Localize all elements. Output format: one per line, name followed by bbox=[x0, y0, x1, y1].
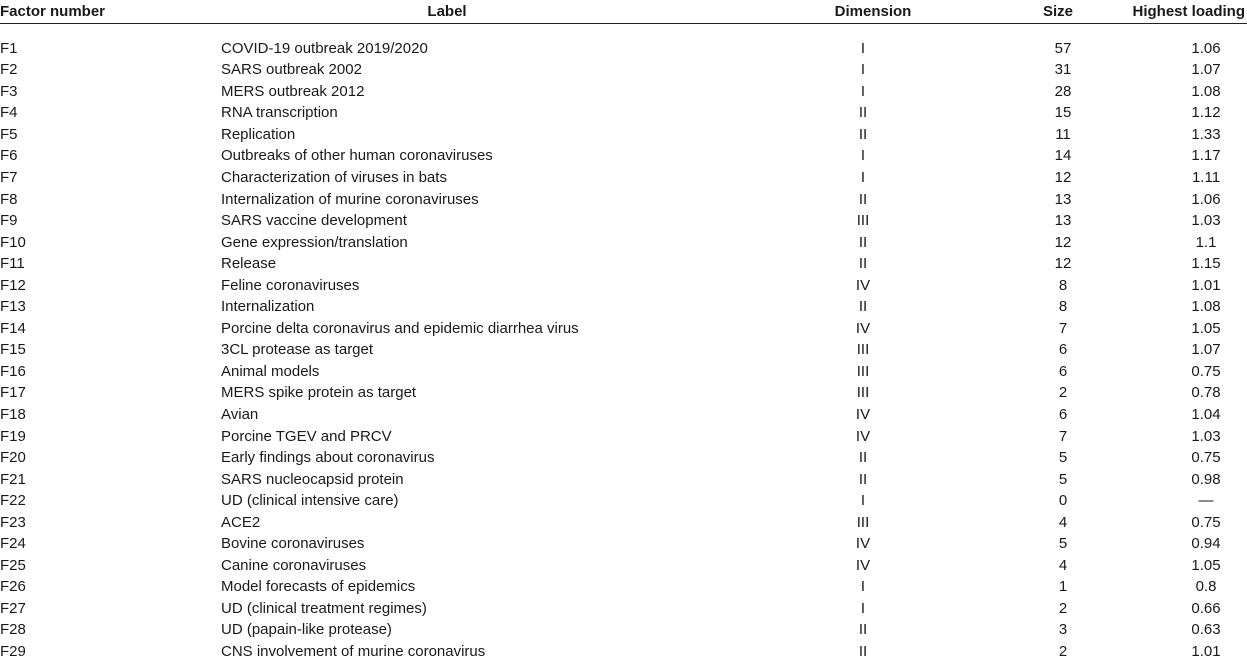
cell-size: 6 bbox=[983, 361, 1123, 383]
cell-highest-loading: 1.07 bbox=[1123, 59, 1247, 81]
cell-dimension: IV bbox=[673, 318, 983, 340]
cell-label: Characterization of viruses in bats bbox=[221, 167, 673, 189]
cell-label: Internalization of murine coronaviruses bbox=[221, 188, 673, 210]
cell-size: 57 bbox=[983, 24, 1123, 60]
cell-size: 2 bbox=[983, 598, 1123, 620]
table-row bbox=[0, 167, 1247, 189]
cell-highest-loading: 0.63 bbox=[1123, 619, 1247, 641]
table-row bbox=[0, 468, 1247, 490]
cell-highest-loading: 0.98 bbox=[1123, 468, 1247, 490]
table-row bbox=[0, 145, 1247, 167]
cell-dimension: II bbox=[673, 447, 983, 469]
cell-highest-loading: 0.75 bbox=[1123, 511, 1247, 533]
table-row bbox=[0, 318, 1247, 340]
cell-factor-number: F4 bbox=[0, 102, 221, 124]
cell-label: Release bbox=[221, 253, 673, 275]
cell-dimension: I bbox=[673, 598, 983, 620]
cell-size: 14 bbox=[983, 145, 1123, 167]
cell-highest-loading: 1.01 bbox=[1123, 641, 1247, 662]
cell-label: RNA transcription bbox=[221, 102, 673, 124]
cell-size: 5 bbox=[983, 447, 1123, 469]
cell-factor-number: F7 bbox=[0, 167, 221, 189]
cell-highest-loading: 1.15 bbox=[1123, 253, 1247, 275]
cell-dimension: II bbox=[673, 188, 983, 210]
cell-label: Bovine coronaviruses bbox=[221, 533, 673, 555]
cell-size: 2 bbox=[983, 382, 1123, 404]
cell-size: 7 bbox=[983, 318, 1123, 340]
cell-factor-number: F10 bbox=[0, 231, 221, 253]
cell-highest-loading: — bbox=[1123, 490, 1247, 512]
cell-label: Porcine TGEV and PRCV bbox=[221, 425, 673, 447]
cell-label: COVID-19 outbreak 2019/2020 bbox=[221, 24, 673, 60]
cell-factor-number: F29 bbox=[0, 641, 221, 662]
cell-dimension: II bbox=[673, 641, 983, 662]
header-label: Label bbox=[221, 0, 673, 24]
cell-factor-number: F20 bbox=[0, 447, 221, 469]
cell-size: 12 bbox=[983, 253, 1123, 275]
cell-factor-number: F21 bbox=[0, 468, 221, 490]
cell-highest-loading: 0.75 bbox=[1123, 447, 1247, 469]
table-row bbox=[0, 511, 1247, 533]
cell-dimension: II bbox=[673, 124, 983, 146]
cell-label: Porcine delta coronavirus and epidemic diarrhea virus bbox=[221, 318, 673, 340]
header-dimension: Dimension bbox=[673, 0, 983, 24]
cell-size: 7 bbox=[983, 425, 1123, 447]
cell-factor-number: F24 bbox=[0, 533, 221, 555]
table-row bbox=[0, 253, 1247, 275]
cell-highest-loading: 1.03 bbox=[1123, 210, 1247, 232]
cell-label: ACE2 bbox=[221, 511, 673, 533]
cell-label: UD (clinical treatment regimes) bbox=[221, 598, 673, 620]
cell-factor-number: F2 bbox=[0, 59, 221, 81]
cell-highest-loading: 1.08 bbox=[1123, 296, 1247, 318]
cell-factor-number: F12 bbox=[0, 274, 221, 296]
cell-label: Canine coronaviruses bbox=[221, 555, 673, 577]
cell-dimension: IV bbox=[673, 555, 983, 577]
cell-factor-number: F1 bbox=[0, 24, 221, 60]
table-row bbox=[0, 404, 1247, 426]
table-row bbox=[0, 533, 1247, 555]
cell-label: SARS vaccine development bbox=[221, 210, 673, 232]
cell-highest-loading: 1.04 bbox=[1123, 404, 1247, 426]
table-row bbox=[0, 576, 1247, 598]
cell-size: 31 bbox=[983, 59, 1123, 81]
cell-label: SARS outbreak 2002 bbox=[221, 59, 673, 81]
cell-dimension: III bbox=[673, 382, 983, 404]
cell-size: 5 bbox=[983, 533, 1123, 555]
cell-highest-loading: 1.06 bbox=[1123, 188, 1247, 210]
cell-dimension: I bbox=[673, 576, 983, 598]
cell-dimension: II bbox=[673, 296, 983, 318]
cell-size: 11 bbox=[983, 124, 1123, 146]
table-row bbox=[0, 124, 1247, 146]
cell-factor-number: F23 bbox=[0, 511, 221, 533]
cell-label: SARS nucleocapsid protein bbox=[221, 468, 673, 490]
cell-size: 8 bbox=[983, 296, 1123, 318]
cell-factor-number: F3 bbox=[0, 81, 221, 103]
header-row bbox=[0, 0, 1247, 24]
cell-factor-number: F11 bbox=[0, 253, 221, 275]
cell-factor-number: F17 bbox=[0, 382, 221, 404]
cell-highest-loading: 1.05 bbox=[1123, 318, 1247, 340]
cell-highest-loading: 1.33 bbox=[1123, 124, 1247, 146]
table-row bbox=[0, 619, 1247, 641]
cell-size: 13 bbox=[983, 210, 1123, 232]
table-row bbox=[0, 59, 1247, 81]
table-row bbox=[0, 231, 1247, 253]
cell-size: 13 bbox=[983, 188, 1123, 210]
table-row bbox=[0, 425, 1247, 447]
cell-highest-loading: 1.1 bbox=[1123, 231, 1247, 253]
table-header bbox=[0, 0, 1247, 24]
cell-dimension: II bbox=[673, 231, 983, 253]
cell-size: 6 bbox=[983, 404, 1123, 426]
cell-dimension: I bbox=[673, 81, 983, 103]
cell-label: Avian bbox=[221, 404, 673, 426]
cell-factor-number: F5 bbox=[0, 124, 221, 146]
cell-highest-loading: 1.17 bbox=[1123, 145, 1247, 167]
table-row bbox=[0, 598, 1247, 620]
cell-label: CNS involvement of murine coronavirus bbox=[221, 641, 673, 662]
cell-size: 28 bbox=[983, 81, 1123, 103]
cell-size: 0 bbox=[983, 490, 1123, 512]
table-row bbox=[0, 274, 1247, 296]
table-row bbox=[0, 641, 1247, 662]
cell-dimension: IV bbox=[673, 425, 983, 447]
table-row bbox=[0, 296, 1247, 318]
cell-label: Outbreaks of other human coronaviruses bbox=[221, 145, 673, 167]
cell-dimension: I bbox=[673, 490, 983, 512]
table-row bbox=[0, 81, 1247, 103]
cell-factor-number: F15 bbox=[0, 339, 221, 361]
cell-factor-number: F14 bbox=[0, 318, 221, 340]
table-row bbox=[0, 490, 1247, 512]
cell-factor-number: F19 bbox=[0, 425, 221, 447]
table-row bbox=[0, 447, 1247, 469]
cell-factor-number: F8 bbox=[0, 188, 221, 210]
cell-label: MERS outbreak 2012 bbox=[221, 81, 673, 103]
cell-size: 1 bbox=[983, 576, 1123, 598]
cell-dimension: I bbox=[673, 167, 983, 189]
cell-dimension: II bbox=[673, 253, 983, 275]
cell-label: Gene expression/translation bbox=[221, 231, 673, 253]
cell-highest-loading: 0.66 bbox=[1123, 598, 1247, 620]
cell-highest-loading: 0.75 bbox=[1123, 361, 1247, 383]
table-row bbox=[0, 210, 1247, 232]
cell-size: 8 bbox=[983, 274, 1123, 296]
header-factor-number: Factor number bbox=[0, 0, 221, 24]
cell-size: 2 bbox=[983, 641, 1123, 662]
cell-size: 6 bbox=[983, 339, 1123, 361]
cell-highest-loading: 1.05 bbox=[1123, 555, 1247, 577]
cell-dimension: III bbox=[673, 339, 983, 361]
cell-label: Replication bbox=[221, 124, 673, 146]
cell-highest-loading: 0.78 bbox=[1123, 382, 1247, 404]
cell-dimension: IV bbox=[673, 533, 983, 555]
table-row bbox=[0, 24, 1247, 60]
cell-dimension: II bbox=[673, 468, 983, 490]
cell-label: Feline coronaviruses bbox=[221, 274, 673, 296]
header-highest-loading: Highest loading bbox=[1123, 0, 1247, 24]
cell-size: 15 bbox=[983, 102, 1123, 124]
cell-highest-loading: 0.94 bbox=[1123, 533, 1247, 555]
cell-highest-loading: 0.8 bbox=[1123, 576, 1247, 598]
cell-factor-number: F28 bbox=[0, 619, 221, 641]
table-row bbox=[0, 555, 1247, 577]
cell-factor-number: F18 bbox=[0, 404, 221, 426]
cell-highest-loading: 1.08 bbox=[1123, 81, 1247, 103]
cell-label: Early findings about coronavirus bbox=[221, 447, 673, 469]
cell-factor-number: F16 bbox=[0, 361, 221, 383]
cell-label: 3CL protease as target bbox=[221, 339, 673, 361]
header-size: Size bbox=[983, 0, 1123, 24]
cell-factor-number: F22 bbox=[0, 490, 221, 512]
cell-size: 4 bbox=[983, 511, 1123, 533]
cell-dimension: I bbox=[673, 24, 983, 60]
table-row bbox=[0, 382, 1247, 404]
cell-dimension: II bbox=[673, 619, 983, 641]
cell-highest-loading: 1.03 bbox=[1123, 425, 1247, 447]
cell-factor-number: F6 bbox=[0, 145, 221, 167]
cell-highest-loading: 1.07 bbox=[1123, 339, 1247, 361]
cell-label: UD (papain-like protease) bbox=[221, 619, 673, 641]
table-row bbox=[0, 339, 1247, 361]
cell-dimension: I bbox=[673, 145, 983, 167]
cell-highest-loading: 1.11 bbox=[1123, 167, 1247, 189]
cell-dimension: III bbox=[673, 210, 983, 232]
cell-highest-loading: 1.01 bbox=[1123, 274, 1247, 296]
cell-size: 12 bbox=[983, 167, 1123, 189]
cell-dimension: IV bbox=[673, 404, 983, 426]
cell-factor-number: F26 bbox=[0, 576, 221, 598]
cell-dimension: I bbox=[673, 59, 983, 81]
table-body bbox=[0, 24, 1247, 662]
cell-dimension: III bbox=[673, 511, 983, 533]
cell-factor-number: F9 bbox=[0, 210, 221, 232]
cell-factor-number: F25 bbox=[0, 555, 221, 577]
cell-size: 12 bbox=[983, 231, 1123, 253]
cell-label: Internalization bbox=[221, 296, 673, 318]
cell-size: 4 bbox=[983, 555, 1123, 577]
table-row bbox=[0, 102, 1247, 124]
cell-label: MERS spike protein as target bbox=[221, 382, 673, 404]
cell-dimension: II bbox=[673, 102, 983, 124]
cell-label: UD (clinical intensive care) bbox=[221, 490, 673, 512]
cell-label: Model forecasts of epidemics bbox=[221, 576, 673, 598]
cell-factor-number: F27 bbox=[0, 598, 221, 620]
cell-dimension: IV bbox=[673, 274, 983, 296]
cell-highest-loading: 1.12 bbox=[1123, 102, 1247, 124]
cell-size: 5 bbox=[983, 468, 1123, 490]
table-row bbox=[0, 188, 1247, 210]
cell-dimension: III bbox=[673, 361, 983, 383]
cell-size: 3 bbox=[983, 619, 1123, 641]
cell-highest-loading: 1.06 bbox=[1123, 24, 1247, 60]
cell-label: Animal models bbox=[221, 361, 673, 383]
table-row bbox=[0, 361, 1247, 383]
cell-factor-number: F13 bbox=[0, 296, 221, 318]
